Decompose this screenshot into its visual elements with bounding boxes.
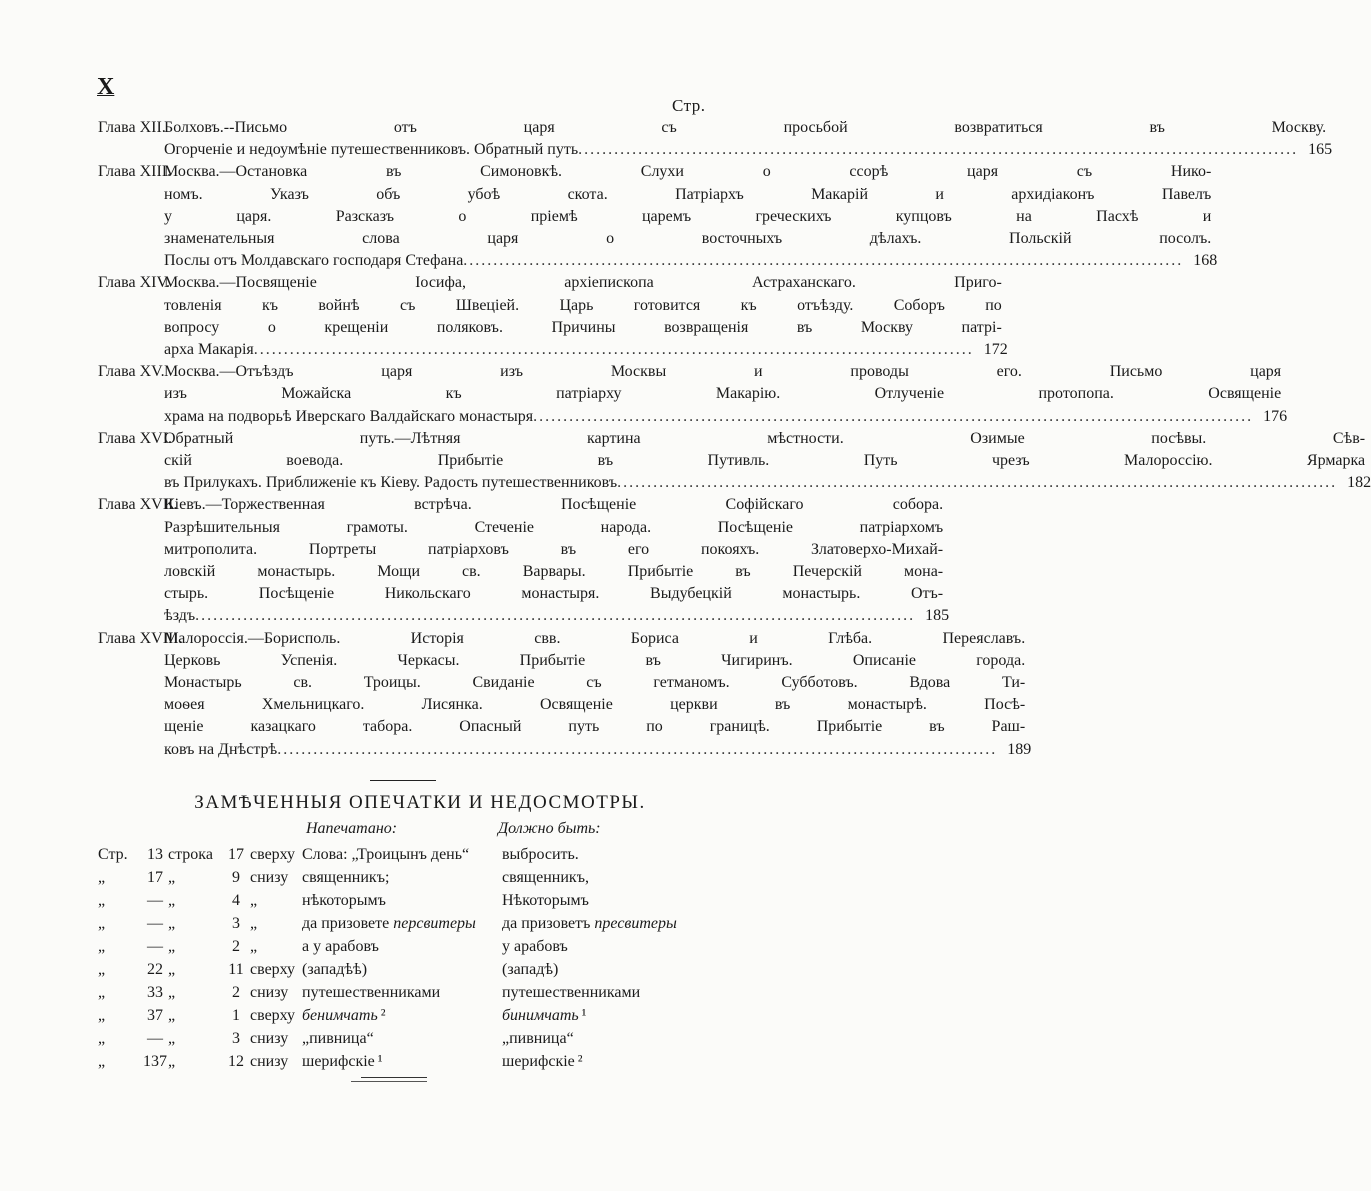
dot-leader: ........................................................................................................................ <box>253 341 974 359</box>
errata-should-heading: Должно быть: <box>498 820 601 837</box>
errata-printed <box>302 869 502 892</box>
errata-printed <box>302 846 502 869</box>
chapter-label: Глава XIV. <box>98 274 170 292</box>
summary-line: вопросу о крещеніи поляковъ. Причины возвращенія въ Москву патрі- <box>164 318 1002 336</box>
errata-line-label: „ <box>168 1030 176 1047</box>
errata-should-italic: бинимчать <box>502 1007 579 1024</box>
end-rule <box>361 1077 427 1078</box>
errata-line: 11 <box>228 961 244 978</box>
chapter-label: Глава XVI. <box>98 429 173 447</box>
errata-position: снизу <box>250 869 289 886</box>
errata-should-text: путешественниками <box>502 984 641 1001</box>
errata-page-label: „ <box>98 1007 106 1024</box>
toc-chapter <box>98 117 1333 161</box>
footnote-mark: ² <box>577 1053 583 1070</box>
errata-title: ЗАМѢЧЕННЫЯ ОПЕЧАТКИ И НЕДОСМОТРЫ. <box>194 792 646 813</box>
errata-printed-text: а у арабовъ <box>302 938 379 955</box>
toc-chapter <box>98 494 950 627</box>
summary-line: товленія къ войнѣ съ Швеціей. Царь готовится къ отъѣзду. Соборъ по <box>164 296 1002 314</box>
errata-should <box>502 869 712 892</box>
chapter-summary <box>164 361 1287 428</box>
chapter-label: Глава XII. <box>98 119 166 136</box>
summary-line: Послы отъ Молдавскаго господаря Стефана <box>164 252 464 270</box>
errata-page-label: „ <box>98 1030 106 1047</box>
chapter-label: Глава XV. <box>98 363 165 381</box>
summary-line: Кіевъ.—Торжественная встрѣча. Посѣщеніе Софійскаго собора. <box>164 496 944 514</box>
chapter-summary <box>164 428 1371 495</box>
errata-page: 13 <box>147 846 163 863</box>
summary-line: ловскій монастырь. Мощи св. Варвары. Прибытіе въ Печерскій мона- <box>164 563 944 581</box>
errata-printed-text: да призовете <box>302 915 394 932</box>
summary-line: Монастырь св. Троицы. Свиданіе съ гетманомъ. Субботовъ. Вдова Ти- <box>164 674 1026 692</box>
errata-line-label: „ <box>168 984 176 1001</box>
page-column-heading: Стр. <box>672 96 706 115</box>
summary-line: митрополита. Портреты патріарховъ въ его покояхъ. Златоверхо-Михай- <box>164 540 944 558</box>
summary-line: изъ Можайска къ патріарху Макарію. Отлученіе протопопа. Освященіе <box>164 385 1282 403</box>
errata-page: — <box>147 1030 163 1047</box>
errata-position: сверху <box>250 1007 296 1024</box>
chapter-page-number: 189 <box>1007 740 1032 758</box>
errata-printed-text: священникъ; <box>302 869 390 886</box>
errata-page-label: „ <box>98 938 106 955</box>
dot-leader: ........................................................................................................................ <box>195 607 916 625</box>
errata-should <box>502 1007 712 1030</box>
footnote-mark: ¹ <box>377 1053 383 1070</box>
summary-line: Разрѣшительныя грамоты. Стеченіе народа. Посѣщеніе патріархомъ <box>164 518 944 536</box>
errata-row <box>98 1053 712 1076</box>
errata-should <box>502 915 712 938</box>
errata-page: 37 <box>147 1007 163 1024</box>
errata-page-label: „ <box>98 869 106 886</box>
errata-page-label: „ <box>98 892 106 909</box>
errata-row <box>98 961 712 984</box>
summary-line: у царя. Разсказъ о пріемѣ царемъ греческихъ купцовъ на Пасхѣ и <box>164 207 1212 225</box>
errata-should <box>502 1053 712 1076</box>
errata-page: — <box>147 915 163 932</box>
summary-last-line <box>164 339 1008 361</box>
errata-should-text: священникъ, <box>502 869 589 886</box>
dot-leader: ........................................................................................................................ <box>277 740 998 758</box>
summary-last-line <box>164 406 1288 428</box>
summary-line: Болховъ.--Письмо отъ царя съ просьбой возвратиться въ Москву. <box>164 119 1327 136</box>
errata-should <box>502 1030 712 1053</box>
summary-line: въ Прилукахъ. Приближеніе къ Кіеву. Радость путешественниковъ <box>164 474 618 492</box>
summary-last-line <box>164 139 1333 161</box>
summary-line: ковъ на Днѣстрѣ <box>164 740 278 758</box>
toc-chapter <box>98 272 1008 361</box>
chapter-page-number: 185 <box>925 607 950 625</box>
errata-printed <box>302 984 502 1007</box>
errata-should-text: выбросить. <box>502 846 579 863</box>
toc-chapter <box>98 628 1032 761</box>
errata-position: снизу <box>250 1030 289 1047</box>
errata-should <box>502 938 712 961</box>
errata-printed <box>302 1030 502 1053</box>
errata-printed-heading: Напечатано: <box>306 820 398 837</box>
errata-line-label: „ <box>168 1007 176 1024</box>
summary-last-line <box>164 472 1371 494</box>
page-number: X <box>97 74 115 100</box>
errata-line: 3 <box>232 1030 240 1047</box>
errata-position: сверху <box>250 846 296 863</box>
errata-line: 12 <box>228 1053 244 1070</box>
errata-position: „ <box>250 892 258 909</box>
summary-line: номъ. Указъ объ убоѣ скота. Патріархъ Макарій и архидіаконъ Павелъ <box>164 185 1212 203</box>
dot-leader: ........................................................................................................................ <box>617 474 1338 492</box>
summary-last-line <box>164 605 950 627</box>
summary-line: Огорченіе и недоумѣніе путешественниковъ. Обратный путь <box>164 141 579 159</box>
errata-position: „ <box>250 915 258 932</box>
errata-should-text: шерифскіе <box>502 1053 575 1070</box>
section-divider <box>370 780 436 781</box>
errata-printed <box>302 938 502 961</box>
errata-row <box>98 892 712 915</box>
chapter-page-number: 172 <box>983 341 1008 359</box>
chapter-summary <box>164 628 1031 761</box>
toc-chapter <box>98 161 1218 272</box>
errata-should-text: Нѣкоторымъ <box>502 892 589 909</box>
errata-line-label: „ <box>168 892 176 909</box>
summary-line: ѣздъ <box>164 607 196 625</box>
errata-printed-text: шерифскіе <box>302 1053 375 1070</box>
chapter-label: Глава XVII. <box>98 496 178 514</box>
errata-line-label: „ <box>168 869 176 886</box>
errata-position: сверху <box>250 961 296 978</box>
summary-line: скій воевода. Прибытіе въ Путивль. Путь чрезъ Малороссію. Ярмарка <box>164 452 1366 470</box>
summary-line: Обратный путь.—Лѣтняя картина мѣстности. Озимые посѣвы. Сѣв- <box>164 429 1366 447</box>
summary-line: моѳея Хмельницкаго. Лисянка. Освященіе церкви въ монастырѣ. Посѣ- <box>164 696 1026 714</box>
errata-should-text: (западѣ) <box>502 961 559 978</box>
dot-leader: ........................................................................................................................ <box>463 252 1184 270</box>
errata-should <box>502 846 712 869</box>
chapter-page-number: 168 <box>1193 252 1218 270</box>
summary-line: Москва.—Посвященіе Іосифа, архіепископа Астраханскаго. Приго- <box>164 274 1002 292</box>
errata-page: 137 <box>143 1053 167 1070</box>
errata-line-label: „ <box>168 915 176 932</box>
errata-position: „ <box>250 938 258 955</box>
toc-chapter <box>98 361 1288 428</box>
errata-line: 17 <box>228 846 244 863</box>
chapter-label: Глава XIII. <box>98 163 172 181</box>
errata-printed <box>302 915 502 938</box>
chapter-label: Глава XVIII. <box>98 629 183 647</box>
errata-should <box>502 961 712 984</box>
errata-page: 17 <box>147 869 163 886</box>
chapter-page-number: 176 <box>1263 407 1288 425</box>
summary-line: Москва.—Отъѣздъ царя изъ Москвы и проводы его. Письмо царя <box>164 363 1282 381</box>
errata-position: снизу <box>250 1053 289 1070</box>
errata-row <box>98 984 712 1007</box>
errata-line: 2 <box>232 938 240 955</box>
errata-page: — <box>147 892 163 909</box>
toc-chapter <box>98 428 1371 495</box>
end-rule-lower <box>351 1081 427 1082</box>
errata-printed-text: путешественниками <box>302 984 441 1001</box>
errata-page: 33 <box>147 984 163 1001</box>
summary-line: Малороссія.—Борисполь. Исторія свв. Бориса и Глѣба. Переяславъ. <box>164 629 1026 647</box>
footnote-mark: ¹ <box>581 1007 587 1024</box>
errata-row <box>98 1007 712 1030</box>
summary-line: арха Макарія <box>164 341 254 359</box>
errata-line: 9 <box>232 869 240 886</box>
errata-line-label: „ <box>168 1053 176 1070</box>
errata-line: 4 <box>232 892 240 909</box>
errata-printed <box>302 961 502 984</box>
errata-page-label: Стр. <box>98 846 128 863</box>
chapter-summary <box>164 161 1217 272</box>
errata-line-label: „ <box>168 961 176 978</box>
errata-line-label: „ <box>168 938 176 955</box>
errata-position: снизу <box>250 984 289 1001</box>
footnote-mark: ² <box>380 1007 386 1024</box>
errata-printed-italic: персвитеры <box>393 915 476 932</box>
errata-printed-text: Слова: „Троицынъ день“ <box>302 846 470 863</box>
errata-line-label: строка <box>168 846 213 863</box>
summary-line: знаменательныя слова царя о восточныхъ дѣлахъ. Польскій посолъ. <box>164 230 1212 248</box>
summary-last-line <box>164 739 1032 761</box>
chapter-summary <box>164 272 1008 361</box>
summary-line: щеніе казацкаго табора. Опасный путь по границѣ. Прибытіе въ Раш- <box>164 718 1026 736</box>
errata-row <box>98 846 712 869</box>
errata-page-label: „ <box>98 1053 106 1070</box>
errata-printed-text: (западѣѣ) <box>302 961 368 978</box>
chapter-summary <box>164 117 1332 161</box>
dot-leader: ........................................................................................................................ <box>578 141 1299 159</box>
errata-page-label: „ <box>98 984 106 1001</box>
errata-row <box>98 869 712 892</box>
errata-line: 2 <box>232 984 240 1001</box>
errata-should-text: да призоветъ <box>502 915 595 932</box>
errata-table <box>98 846 712 1076</box>
summary-line: Москва.—Остановка въ Симоновкѣ. Слухи о ссорѣ царя съ Нико- <box>164 163 1212 181</box>
errata-printed <box>302 1007 502 1030</box>
errata-line: 3 <box>232 915 240 932</box>
errata-should-text: „пивница“ <box>502 1030 574 1047</box>
errata-page: — <box>147 938 163 955</box>
errata-printed-text: „пивница“ <box>302 1030 374 1047</box>
chapter-summary <box>164 494 949 627</box>
errata-row <box>98 915 712 938</box>
summary-line: стырь. Посѣщеніе Никольскаго монастыря. Выдубецкій монастырь. Отъ- <box>164 585 944 603</box>
errata-page: 22 <box>147 961 163 978</box>
summary-last-line <box>164 250 1218 272</box>
errata-should <box>502 984 712 1007</box>
errata-line: 1 <box>232 1007 240 1024</box>
errata-should-text: у арабовъ <box>502 938 568 955</box>
table-of-contents <box>98 117 1371 761</box>
errata-should-italic: пресвитеры <box>594 915 677 932</box>
errata-page-label: „ <box>98 915 106 932</box>
chapter-page-number: 165 <box>1308 141 1333 159</box>
errata-printed <box>302 892 502 915</box>
errata-row <box>98 1030 712 1053</box>
errata-printed-text: нѣкоторымъ <box>302 892 386 909</box>
errata-printed <box>302 1053 502 1076</box>
dot-leader: ........................................................................................................................ <box>533 407 1254 425</box>
errata-row <box>98 938 712 961</box>
summary-line: Церковь Успенія. Черкасы. Прибытіе въ Чигиринъ. Описаніе города. <box>164 651 1026 669</box>
errata-page-label: „ <box>98 961 106 978</box>
summary-line: храма на подворьѣ Иверскаго Валдайскаго монастыря <box>164 407 534 425</box>
errata-should <box>502 892 712 915</box>
chapter-page-number: 182 <box>1347 474 1371 492</box>
errata-printed-italic: бенимчать <box>302 1007 378 1024</box>
